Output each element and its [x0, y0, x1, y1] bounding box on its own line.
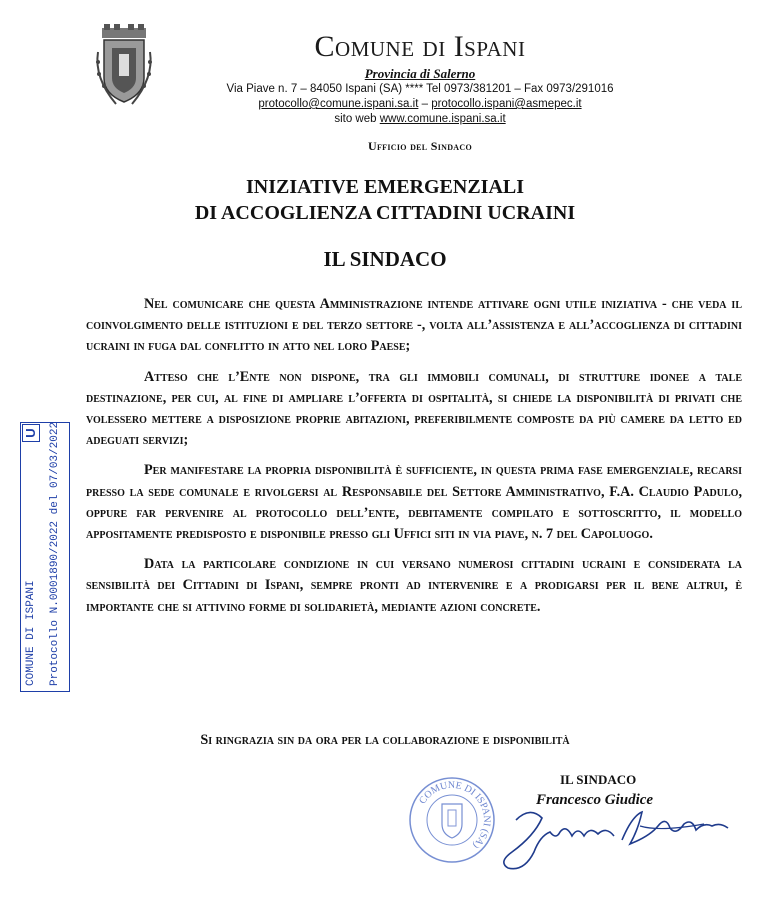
email-line	[250, 97, 590, 112]
stamp-letter-badge: U	[22, 424, 40, 442]
address-line: Via Piave n. 7 – 84050 Ispani (SA) **** Tel 0973/381201 – Fax 0973/291016	[226, 83, 614, 95]
stamp-town: COMUNE DI ISPANI	[25, 580, 37, 686]
municipal-crest-logo	[92, 22, 156, 108]
svg-text:COMUNE DI ISPANI (SA): COMUNE DI ISPANI (SA)	[417, 779, 493, 851]
website-prefix: sito web	[334, 113, 380, 125]
email-link-1[interactable]: protocollo@comune.ispani.sa.it	[258, 98, 419, 110]
document-body	[86, 294, 742, 627]
paragraph-4: Data la particolare condizione in cui versano numerosi cittadini ucraini e considerata la sensibilità dei Cittadini di Ispani, sempre pronti ad intervenire e a prodigarsi per il bene altrui, è importante che si attivino forme di solidarietà, mediante azioni concrete.	[86, 556, 742, 615]
official-seal	[406, 774, 498, 866]
document-title-line-1: INIZIATIVE EMERGENZIALI	[245, 176, 525, 198]
email-link-2[interactable]: protocollo.ispani@asmepec.it	[431, 98, 582, 110]
handwritten-signature	[490, 796, 740, 876]
signatory-role: IL SINDACO	[560, 772, 637, 787]
paragraph-3: Per manifestare la propria disponibilità è sufficiente, in questa prima fase emergenziale, recarsi presso la sede comunale e rivolgersi al Responsabile del Settore Amministrativo, F.A. Claudio Padulo, oppure far pervenire al protocollo dell’ente, debitamente compilato e sottoscritto, il modello appositamente predisposto e disponibile presso gli Uffici siti in via piave, n. 7 del Capoluogo.	[86, 462, 742, 543]
protocol-stamp	[20, 420, 72, 692]
town-name: Comune di Ispani	[314, 30, 526, 63]
document-title-line-2: DI ACCOGLIENZA CITTADINI UCRAINI	[194, 202, 576, 224]
signatory-name: Francesco Giudice	[536, 792, 654, 808]
website-line	[250, 112, 590, 127]
stamp-protocol-number: Protocollo N.0001890/2022 del 07/03/2022	[49, 421, 61, 686]
paragraph-2: Atteso che l’Ente non dispone, tra gli immobili comunali, di strutture idonee a tale destinazione, per cui, al fine di ampliare l’offerta di ospitalità, si chiede la disponibilità di privati che volessero mettere a disposizione proprie abitazioni, preferibilmente composte da più camere da letto ed adeguati servizi;	[86, 368, 742, 449]
document-heading: IL SINDACO	[323, 247, 447, 271]
office-name: Ufficio del Sindaco	[368, 139, 472, 153]
letterhead	[226, 30, 614, 154]
email-separator: –	[418, 98, 432, 110]
closing-line: Si ringrazia sin da ora per la collaborazione e disponibilità	[200, 732, 570, 748]
paragraph-1: Nel comunicare che questa Amministrazione intende attivare ogni utile iniziativa - che veda il coinvolgimento delle istituzioni e del terzo settore -, volta all’assistenza e all’accoglienza di cittadini ucraini in fuga dal conflitto in atto nel loro Paese;	[86, 296, 742, 355]
website-link[interactable]: www.comune.ispani.sa.it	[379, 113, 506, 125]
province-line: Provincia di Salerno	[364, 66, 476, 81]
